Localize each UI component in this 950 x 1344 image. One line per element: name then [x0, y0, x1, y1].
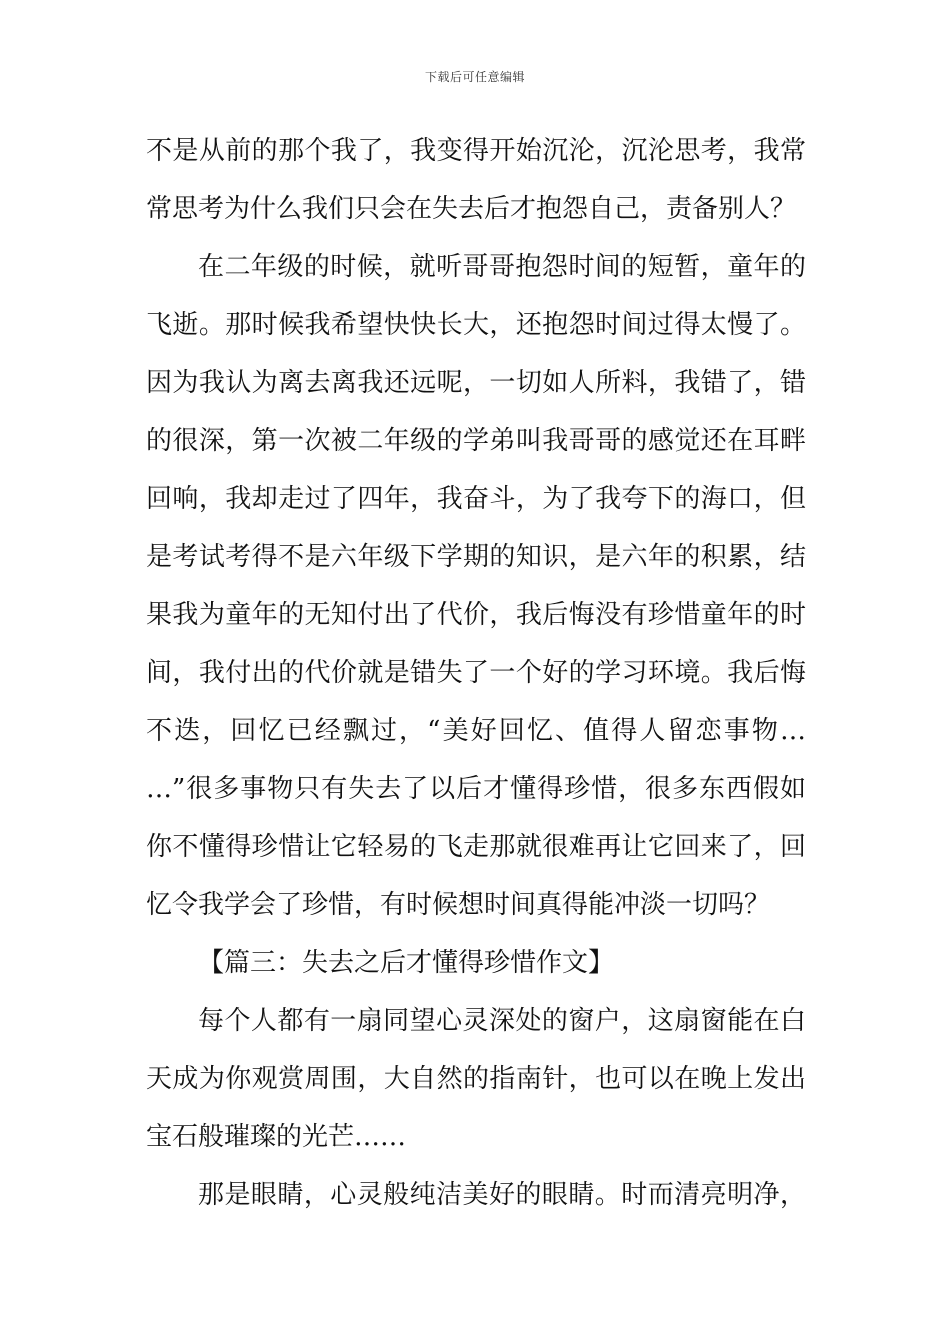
- section-heading: 【篇三：失去之后才懂得珍惜作文】: [198, 948, 615, 978]
- text-line: 不迭，回忆已经飘过，“美好回忆、值得人留恋事物…: [146, 716, 806, 746]
- text-line: 不是从前的那个我了，我变得开始沉沦，沉沦思考，我常: [146, 136, 806, 166]
- text-line: 每个人都有一扇同望心灵深处的窗户，这扇窗能在白: [198, 1006, 806, 1036]
- text-line: 果我为童年的无知付出了代价，我后悔没有珍惜童年的时: [146, 600, 806, 630]
- text-line: 常思考为什么我们只会在失去后才抱怨自己，责备别人？: [146, 194, 797, 224]
- text-line: 忆令我学会了珍惜，有时候想时间真得能冲淡一切吗？: [146, 890, 771, 920]
- text-line: 飞逝。那时候我希望快快长大，还抱怨时间过得太慢了。: [146, 310, 806, 340]
- text-line: 的很深，第一次被二年级的学弟叫我哥哥的感觉还在耳畔: [146, 426, 806, 456]
- text-line: 宝石般璀璨的光芒……: [146, 1122, 407, 1152]
- text-line: 在二年级的时候，就听哥哥抱怨时间的短暂，童年的: [198, 252, 806, 282]
- text-line: 是考试考得不是六年级下学期的知识，是六年的积累，结: [146, 542, 806, 572]
- page-header: 下载后可任意编辑: [424, 70, 525, 84]
- text-line: 天成为你观赏周围，大自然的指南针，也可以在晚上发出: [146, 1064, 806, 1094]
- text-line: 因为我认为离去离我还远呢，一切如人所料，我错了，错: [146, 368, 806, 398]
- text-line: 回响，我却走过了四年，我奋斗，为了我夸下的海口，但: [146, 484, 806, 514]
- text-line: 你不懂得珍惜让它轻易的飞走那就很难再让它回来了，回: [146, 832, 806, 862]
- text-line: …”很多事物只有失去了以后才懂得珍惜，很多东西假如: [146, 774, 806, 804]
- text-line: 间，我付出的代价就是错失了一个好的学习环境。我后悔: [146, 658, 806, 688]
- text-line: 那是眼睛，心灵般纯洁美好的眼睛。时而清亮明净，: [198, 1180, 806, 1210]
